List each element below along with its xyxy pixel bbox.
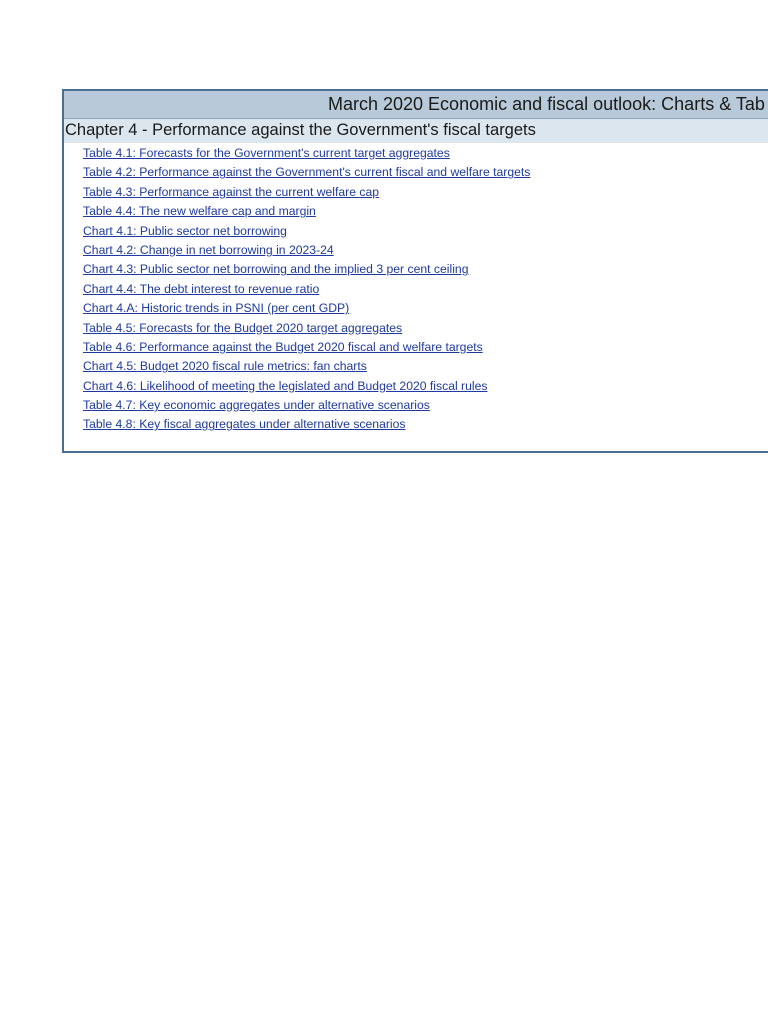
list-item (83, 279, 530, 298)
contents-link-list (83, 143, 530, 434)
list-item (83, 240, 530, 259)
list-item (83, 162, 530, 181)
list-item (83, 376, 530, 395)
list-item (83, 201, 530, 220)
link-table-4-3[interactable]: Table 4.3: Performance against the current welfare cap (83, 184, 380, 199)
list-item (83, 143, 530, 162)
link-table-4-5[interactable]: Table 4.5: Forecasts for the Budget 2020 target aggregates (83, 320, 403, 335)
link-chart-4-2[interactable]: Chart 4.2: Change in net borrowing in 2023-24 (83, 242, 334, 257)
link-table-4-2[interactable]: Table 4.2: Performance against the Government's current fiscal and welfare targets (83, 165, 531, 180)
link-chart-4-3[interactable]: Chart 4.3: Public sector net borrowing and the implied 3 per cent ceiling (83, 262, 469, 277)
link-table-4-8[interactable]: Table 4.8: Key fiscal aggregates under alternative scenarios (83, 417, 406, 432)
title-row (64, 91, 768, 119)
list-item (83, 182, 530, 201)
link-table-4-4[interactable]: Table 4.4: The new welfare cap and margin (83, 204, 316, 219)
link-chart-4-1[interactable]: Chart 4.1: Public sector net borrowing (83, 223, 287, 238)
chapter-heading: Chapter 4 - Performance against the Government's fiscal targets (65, 121, 536, 139)
link-chart-4-a[interactable]: Chart 4.A: Historic trends in PSNI (per cent GDP) (83, 301, 350, 316)
list-item (83, 414, 530, 433)
list-item (83, 221, 530, 240)
link-table-4-6[interactable]: Table 4.6: Performance against the Budget 2020 fiscal and welfare targets (83, 339, 483, 354)
list-item (83, 337, 530, 356)
page-title: March 2020 Economic and fiscal outlook: Charts & Tab (328, 94, 765, 114)
list-item (83, 298, 530, 317)
list-item (83, 318, 530, 337)
list-item (83, 259, 530, 278)
link-chart-4-6[interactable]: Chart 4.6: Likelihood of meeting the legislated and Budget 2020 fiscal rules (83, 378, 488, 393)
link-chart-4-5[interactable]: Chart 4.5: Budget 2020 fiscal rule metrics: fan charts (83, 359, 367, 374)
list-item (83, 395, 530, 414)
link-table-4-7[interactable]: Table 4.7: Key economic aggregates under alternative scenarios (83, 398, 430, 413)
list-item (83, 356, 530, 375)
contents-sheet (62, 89, 768, 453)
link-chart-4-4[interactable]: Chart 4.4: The debt interest to revenue ratio (83, 281, 320, 296)
link-table-4-1[interactable]: Table 4.1: Forecasts for the Government's current target aggregates (83, 146, 450, 160)
chapter-row (64, 119, 768, 143)
